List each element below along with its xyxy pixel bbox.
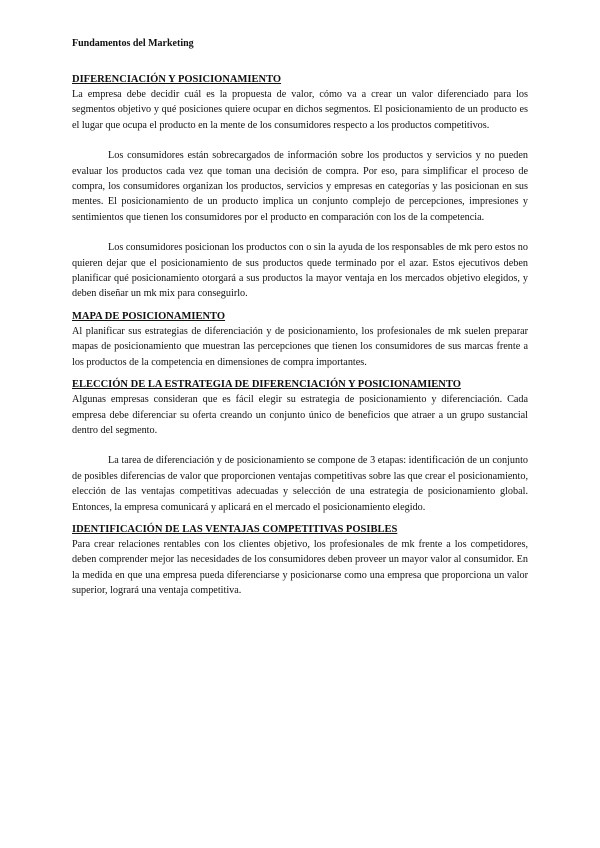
section-title-identificacion: IDENTIFICACIÓN DE LAS VENTAJAS COMPETITIVAS POSIBLES — [72, 523, 398, 535]
section-title-diferenciacion: DIFERENCIACIÓN Y POSICIONAMIENTO — [72, 74, 282, 85]
paragraph: Los consumidores posicionan los productos con o sin la ayuda de los responsables de mk pero estos no quieren dejar que el posicionamiento de sus productos quede terminado por el azar. Estos ejecutivos deben planificar qué posicionamiento otorgará a sus productos la mayor ventaja en los mercados objetivo elegidos, y deben diseñar un mk mix para conseguirlo. — [72, 242, 528, 300]
paragraph: Los consumidores están sobrecargados de información sobre los productos y servicios y no pueden evaluar los productos cada vez que toman una decisión de compra. Por eso, para simplificar el proceso de compra, los consumidores organizan los productos, servicios y empresas en categorías y las posicionan en sus mentes. El posicionamiento de un producto implica un conjunto complejo de percepciones, impresiones y sentimientos que tienen los consumidores por el producto en comparación con los de la competencia. — [72, 150, 528, 223]
section-title-mapa: MAPA DE POSICIONAMIENTO — [72, 310, 226, 322]
paragraph: La empresa debe decidir cuál es la propuesta de valor, cómo va a crear un valor diferenciado para los segmentos objetivo y qué posiciones quiere ocupar en dichos segmentos. El posicionamiento de un producto es el lugar que ocupa el producto en la mente de los consumidores respecto a los productos competitivos. — [72, 89, 528, 131]
section-title-eleccion: ELECCIÓN DE LA ESTRATEGIA DE DIFERENCIACIÓN Y POSICIONAMIENTO — [72, 379, 461, 391]
document-body — [72, 72, 528, 599]
paragraph: Algunas empresas consideran que es fácil elegir su estrategia de posicionamiento y diferenciación. Cada empresa debe diferenciar su oferta creando un conjunto único de beneficios que atraer a un grupo sustancial dentro del segmento. — [72, 394, 528, 436]
paragraph: Al planificar sus estrategias de diferenciación y de posicionamiento, los profesionales de mk suelen preparar mapas de posicionamiento que muestran las percepciones que tienen los consumidores de sus marcas frente a los productos de la competencia en dimensiones de compra importantes. — [72, 325, 528, 368]
running-header: Fundamentos del Marketing — [72, 38, 194, 49]
paragraph: La tarea de diferenciación y de posicionamiento se compone de 3 etapas: identificación de un conjunto de posibles diferencias de valor que proporcionen ventajas competitivas sobre las que crear el posicionamiento, elección de las ventajas competitivas adecuadas y selección de una estrategia de posicionamiento global. Entonces, la empresa comunicará y aplicará en el mercado el posicionamiento elegido. — [72, 455, 528, 513]
paragraph: Para crear relaciones rentables con los clientes objetivo, los profesionales de mk frente a los competidores, deben comprender mejor las necesidades de los consumidores deben proveer un mayor valor al consumidor. En la medida en que una empresa pueda diferenciarse y posicionarse como una empresa que proporciona un valor superior, logrará una ventaja competitiva. — [72, 538, 528, 597]
